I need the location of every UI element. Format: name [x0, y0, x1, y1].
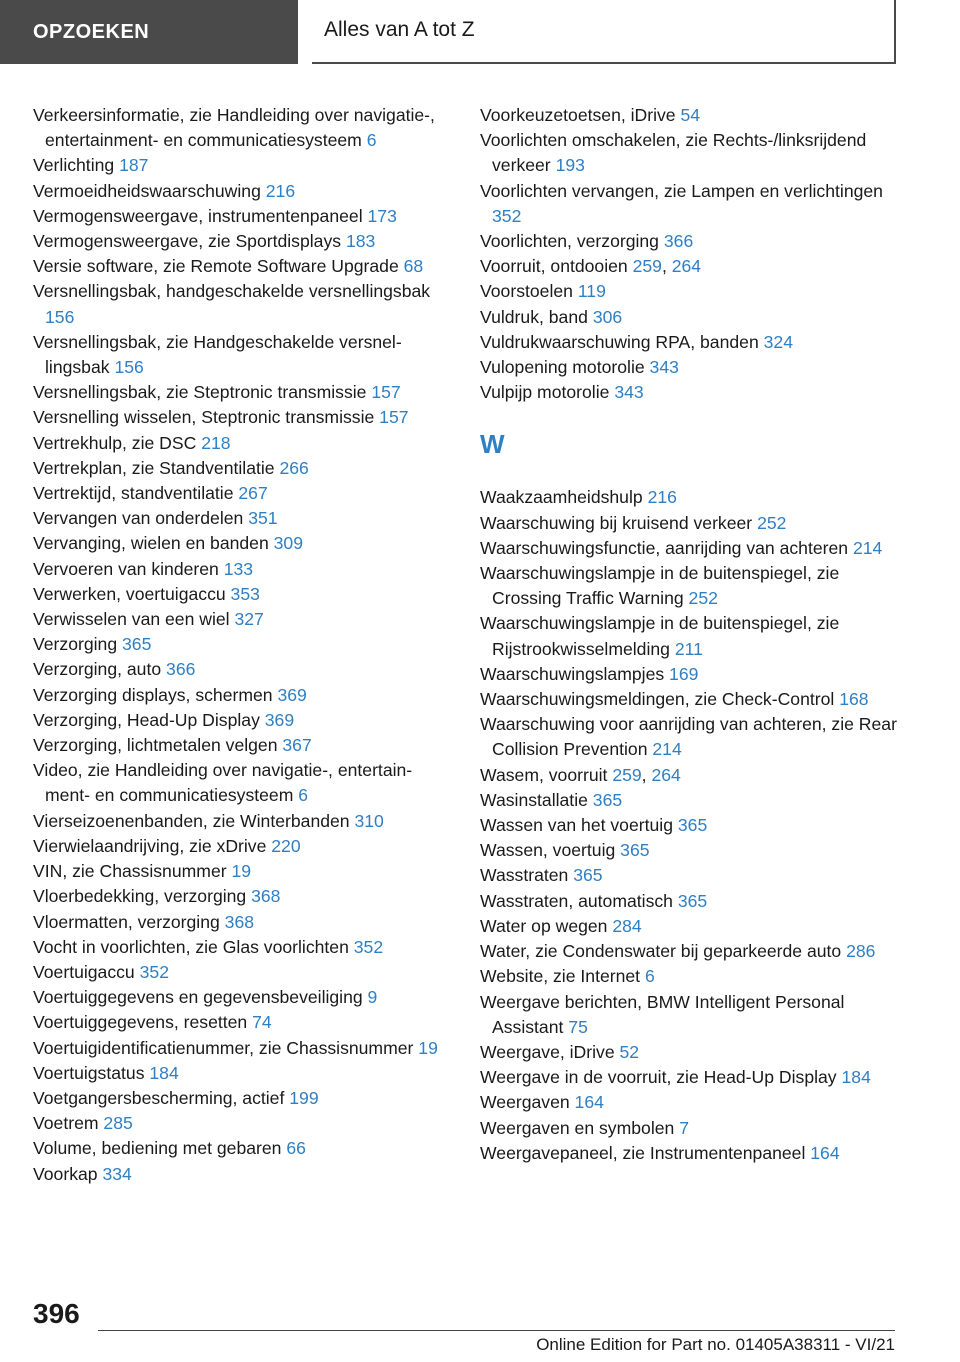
chapter-title-text: Alles van A tot Z [324, 18, 475, 41]
page-link[interactable]: 216 [265, 180, 296, 201]
index-group-w [480, 485, 900, 1165]
index-entry [480, 128, 900, 178]
index-term: Voertuigaccu [33, 961, 135, 982]
page-link[interactable]: 199 [289, 1087, 319, 1108]
index-entry [480, 1040, 900, 1065]
index-term: Vervangen van onderdelen [33, 508, 244, 529]
index-term: Vloerbedekking, verzorging [33, 886, 247, 907]
page-link[interactable]: 259 [632, 256, 662, 277]
chapter-title [312, 0, 896, 64]
index-term: Weergave berichten, BMW Intelligent Personal Assistant [480, 991, 845, 1037]
index-term: Weergave, iDrive [480, 1041, 615, 1062]
index-entry [480, 485, 900, 510]
page-link[interactable]: 284 [612, 915, 642, 936]
index-term: Verlichting [33, 155, 115, 176]
index-term: Voorlichten omschakelen, zie Rechts-/linksrijdend verkeer [480, 130, 867, 176]
index-term: Versnellingsbak, zie Steptronic transmissie [33, 382, 367, 403]
page-link[interactable]: 168 [839, 689, 869, 710]
index-entry [480, 1065, 900, 1090]
page-link[interactable]: 252 [688, 588, 718, 609]
index-entry [33, 153, 443, 178]
index-entry [33, 657, 443, 682]
index-term: Vervoeren van kinderen [33, 558, 219, 579]
index-entry [480, 1090, 900, 1115]
index-term: Vertrekplan, zie Standventilatie [33, 457, 275, 478]
index-term: Volume, bediening met gebaren [33, 1138, 282, 1159]
page-link[interactable]: 157 [379, 407, 409, 428]
page-link[interactable]: 184 [841, 1067, 871, 1088]
index-term: Voorlichten, verzorging [480, 231, 659, 252]
index-entry [33, 481, 443, 506]
index-entry [33, 708, 443, 733]
page-link[interactable]: 351 [248, 508, 278, 529]
index-term: Waarschuwingslampje in de buitenspiegel, zie Crossing Traffic Warning [480, 563, 840, 609]
page-link[interactable]: 368 [251, 886, 281, 907]
index-term: Weergave in de voorruit, zie Head-Up Display [480, 1067, 837, 1088]
index-term: Vermogensweergave, instrumentenpaneel [33, 205, 363, 226]
page-link[interactable]: 156 [45, 306, 75, 327]
index-term: Waarschuwing voor aanrijding van achteren, zie Rear Collision Prevention [480, 714, 897, 760]
page-link[interactable]: 306 [592, 306, 623, 327]
index-term: Versie software, zie Remote Software Upgrade [33, 256, 399, 277]
index-entry [480, 229, 900, 254]
index-term: Verzorging, lichtmetalen velgen [33, 735, 278, 756]
index-entry [33, 985, 443, 1010]
index-term: Vuldrukwaarschuwing RPA, banden [480, 331, 759, 352]
page-link[interactable]: 310 [354, 810, 384, 831]
page-link[interactable]: 309 [273, 533, 303, 554]
page-link[interactable]: 7 [679, 1117, 689, 1138]
index-entry [480, 355, 900, 380]
index-term: Voetrem [33, 1113, 99, 1134]
page-link[interactable]: 157 [371, 382, 401, 403]
index-entry [33, 229, 443, 254]
index-entry: Voorruit, ontdooien 259, 264 [480, 256, 702, 277]
index-entry [33, 758, 443, 808]
index-group-v [480, 103, 900, 405]
index-entry [33, 884, 443, 909]
index-term: Waakzaamheidshulp [480, 487, 643, 508]
page-link[interactable]: 365 [592, 789, 623, 810]
index-entry [33, 254, 443, 279]
index-term: Water, zie Condenswater bij geparkeerde auto [480, 941, 842, 962]
page-link[interactable]: 366 [166, 659, 196, 680]
index-entry [33, 935, 443, 960]
index-term: Voorkeuzetoetsen, iDrive [480, 105, 676, 125]
page-link[interactable]: 6 [644, 966, 655, 987]
index-term: Versnellingsbak, handgeschakelde versnellingsbak [33, 281, 431, 302]
index-term: Waarschuwingsmeldingen, zie Check-Control [480, 689, 835, 710]
index-term: Vertrekhulp, zie DSC [33, 432, 197, 453]
page-link[interactable]: 184 [149, 1062, 179, 1083]
index-term: Wasinstallatie [480, 789, 588, 810]
page-link[interactable]: 343 [649, 357, 679, 378]
page-link[interactable]: 365 [677, 890, 708, 911]
index-entry [480, 330, 900, 355]
index-entry [33, 1036, 443, 1061]
index-entry [33, 607, 443, 632]
page-link[interactable]: 193 [555, 155, 585, 176]
page-link[interactable]: 334 [102, 1163, 132, 1184]
index-entry [480, 1116, 900, 1141]
index-entry [480, 889, 900, 914]
index-entry [33, 1061, 443, 1086]
index-entry [33, 103, 443, 153]
index-entry [480, 838, 900, 863]
index-term: VIN, zie Chassisnummer [33, 861, 227, 882]
index-term: Vocht in voorlichten, zie Glas voorlichten [33, 936, 349, 957]
page-link[interactable]: 352 [353, 936, 384, 957]
index-term: Voertuiggegevens en gegevensbeveiliging [33, 987, 363, 1008]
index-term: Water op wegen [480, 915, 608, 936]
index-entry [33, 506, 443, 531]
index-term: Vulpijp motorolie [480, 382, 610, 403]
index-entry [480, 964, 900, 989]
index-term: Waarschuwingslampjes [480, 663, 665, 684]
index-term: Verwerken, voertuigaccu [33, 583, 226, 604]
index-entry [33, 683, 443, 708]
index-term: Waarschuwing bij kruisend verkeer [480, 512, 753, 533]
page-number: 396 [33, 1298, 80, 1329]
index-term: Vertrektijd, standventilatie [33, 483, 234, 504]
index-term: Voorkap [33, 1163, 98, 1184]
index-entry [480, 279, 900, 304]
index-term: Waarschuwingsfunctie, aanrijding van achteren [480, 537, 849, 558]
index-term: Versnelling wisselen, Steptronic transmissie [33, 407, 375, 428]
index-term: Wasstraten, automatisch [480, 890, 673, 911]
index-entry [480, 380, 900, 405]
page-link[interactable]: 285 [103, 1113, 133, 1134]
index-entry [480, 914, 900, 939]
page-link[interactable]: 266 [279, 457, 309, 478]
page-header [0, 0, 960, 66]
page-link[interactable]: 368 [224, 911, 255, 932]
index-term: Verzorging, auto [33, 659, 162, 680]
index-term: Weergaven [480, 1092, 570, 1113]
index-entry [480, 1141, 900, 1166]
page-link[interactable]: 365 [122, 634, 152, 655]
page-link[interactable]: 75 [568, 1016, 588, 1037]
index-term: Wasstraten [480, 865, 569, 886]
index-entry [33, 1136, 443, 1161]
page-link[interactable]: 327 [234, 609, 264, 630]
index-term: Voorlichten vervangen, zie Lampen en verlichtingen [480, 180, 883, 201]
index-term: Waarschuwingslampje in de buitenspiegel, zie Rijstrookwisselmelding [480, 613, 840, 659]
index-term: Voertuigidentificatienummer, zie Chassisnummer [33, 1037, 414, 1058]
index-entry [33, 960, 443, 985]
page-link[interactable]: 211 [674, 638, 703, 659]
page-link[interactable]: 54 [680, 105, 701, 125]
page-link[interactable]: 267 [238, 483, 268, 504]
index-column-right [480, 103, 900, 1166]
index-entry [480, 611, 900, 661]
page-link[interactable]: 365 [573, 865, 603, 886]
page-link[interactable]: 66 [286, 1138, 306, 1159]
page-link[interactable]: 6 [366, 130, 377, 151]
index-entry [33, 859, 443, 884]
page-link[interactable]: 187 [119, 155, 149, 176]
footer-divider [98, 1330, 895, 1331]
page-link[interactable]: 343 [614, 382, 644, 403]
page-link[interactable]: 367 [282, 735, 312, 756]
index-term: Voorruit, ontdooien [480, 256, 628, 277]
index-entry [33, 380, 443, 405]
page-link[interactable]: 365 [620, 840, 650, 861]
index-entry [33, 204, 443, 229]
index-entry [33, 1111, 443, 1136]
index-entry [33, 405, 443, 430]
page-link[interactable]: 156 [114, 357, 144, 378]
index-term: Video, zie Handleiding over navigatie-, entertainment- en communicatiesysteem [33, 760, 413, 806]
page-link[interactable]: 119 [577, 281, 606, 302]
index-term: Verwisselen van een wiel [33, 609, 230, 630]
page-link[interactable]: 169 [669, 663, 699, 684]
page-link[interactable]: 264 [671, 256, 702, 277]
index-entry [480, 813, 900, 838]
index-term: Voetgangersbescherming, actief [33, 1087, 285, 1108]
index-entry [33, 809, 443, 834]
index-term: Voorstoelen [480, 281, 573, 302]
index-entry [33, 1086, 443, 1111]
page-link[interactable]: 6 [298, 785, 309, 806]
edition-footer: Online Edition for Part no. 01405A38311 - VI/21 [536, 1335, 895, 1354]
index-term: Voertuiggegevens, resetten [33, 1012, 248, 1033]
index-entry [33, 279, 443, 329]
index-entry [33, 1162, 443, 1187]
index-entry [480, 788, 900, 813]
page-link[interactable]: 19 [231, 861, 252, 882]
page-link[interactable]: 324 [763, 331, 793, 352]
index-entry [480, 561, 900, 611]
index-entry [480, 939, 900, 964]
page-link[interactable]: 252 [757, 512, 787, 533]
page-link[interactable]: 352 [492, 205, 522, 226]
index-entry [480, 179, 900, 229]
index-entry [33, 431, 443, 456]
index-entry [33, 910, 443, 935]
page-link[interactable]: 214 [652, 739, 682, 760]
page-link[interactable]: 133 [223, 558, 254, 579]
index-term: Verzorging [33, 634, 118, 655]
index-entry [480, 712, 900, 762]
index-entry [33, 582, 443, 607]
index-term: Weergaven en symbolen [480, 1117, 675, 1138]
page-link[interactable]: 352 [139, 961, 169, 982]
page-link[interactable]: 218 [201, 432, 231, 453]
page-link[interactable]: 264 [651, 764, 681, 785]
index-term: Verkeersinformatie, zie Handleiding over navigatie-, entertainment- en communicatiesysteem [33, 105, 435, 151]
index-term: Vuldruk, band [480, 306, 588, 327]
index-entry: Wasem, voorruit 259, 264 [480, 764, 681, 785]
index-entry [33, 733, 443, 758]
page-link[interactable]: 68 [403, 256, 424, 277]
page-link[interactable]: 365 [677, 815, 708, 836]
page-link[interactable]: 164 [574, 1092, 604, 1113]
index-term: Vervanging, wielen en banden [33, 533, 269, 554]
index-term: Wassen, voertuig [480, 840, 616, 861]
page-link[interactable]: 52 [619, 1041, 640, 1062]
index-term: Website, zie Internet [480, 966, 641, 987]
page-link[interactable]: 19 [418, 1037, 438, 1058]
page-link[interactable]: 353 [230, 583, 260, 604]
page-link[interactable]: 9 [367, 987, 378, 1008]
index-entry [33, 531, 443, 556]
index-term: Vloermatten, verzorging [33, 911, 220, 932]
page-link[interactable]: 286 [846, 941, 876, 962]
index-entry [480, 990, 900, 1040]
index-term: Verzorging displays, schermen [33, 684, 273, 705]
index-term: Vierwielaandrijving, zie xDrive [33, 835, 267, 856]
page-link[interactable]: 164 [810, 1142, 840, 1163]
index-term: Vierseizoenenbanden, zie Winterbanden [33, 810, 350, 831]
index-entry [480, 863, 900, 888]
index-entry [33, 1010, 443, 1035]
section-tab-opzoeken: OPZOEKEN [0, 0, 298, 64]
section-letter: W [480, 429, 505, 460]
index-entry [480, 662, 900, 687]
page-link[interactable]: 183 [345, 231, 376, 252]
page-link[interactable]: 216 [647, 487, 677, 508]
index-entry [480, 103, 900, 128]
page-link[interactable]: 214 [852, 537, 883, 558]
index-term: Vermogensweergave, zie Sportdisplays [33, 231, 342, 252]
page-link[interactable]: 366 [663, 231, 694, 252]
index-term: Vulopening motorolie [480, 357, 645, 378]
index-entry [33, 834, 443, 859]
page-link[interactable]: 74 [252, 1012, 272, 1033]
page-link[interactable]: 173 [367, 205, 397, 226]
page-link[interactable]: 369 [277, 684, 307, 705]
index-term: Wasem, voorruit [480, 764, 608, 785]
index-term: Verzorging, Head-Up Display [33, 709, 260, 730]
index-term: Voertuigstatus [33, 1062, 145, 1083]
index-entry [33, 330, 443, 380]
index-entry [33, 632, 443, 657]
page-link[interactable]: 220 [271, 835, 301, 856]
index-term: Versnellingsbak, zie Handgeschakelde versnellingsbak [33, 331, 402, 378]
index-term: Weergavepaneel, zie Instrumentenpaneel [480, 1142, 806, 1163]
page-link[interactable]: 259 [612, 764, 642, 785]
index-entry [33, 557, 443, 582]
index-entry [33, 179, 443, 204]
index-column-left [33, 103, 443, 1187]
index-entry [33, 456, 443, 481]
index-term: Vermoeidheidswaarschuwing [33, 180, 261, 201]
index-entry [480, 511, 900, 536]
index-entry [480, 536, 900, 561]
index-entry [480, 305, 900, 330]
page-link[interactable]: 369 [264, 709, 295, 730]
index-term: Wassen van het voertuig [480, 815, 673, 836]
index-entry [480, 687, 900, 712]
